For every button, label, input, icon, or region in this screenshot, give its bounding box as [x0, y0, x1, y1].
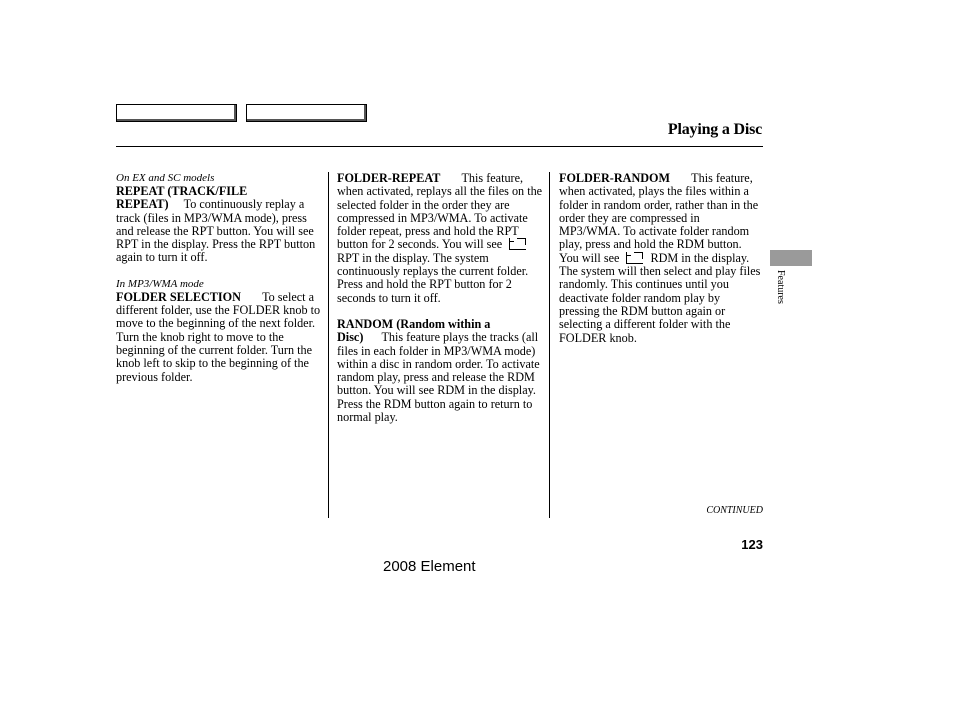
- folder-repeat-paragraph: [337, 172, 543, 305]
- repeat-heading-cont: REPEAT): [116, 197, 169, 212]
- folder-random-text-cont: RDM in the display. The system will then select and play files randomly. This continues until you deactivate folder random play by pressing the RDM button again or selecting a different folder with the FOLDER knob.: [559, 250, 761, 345]
- folder-selection-heading: FOLDER SELECTION: [116, 289, 241, 304]
- continued-label: CONTINUED: [706, 505, 763, 516]
- folder-selection-text-cont: select a different folder, use the FOLDER knob to move to the beginning of the next folder. Turn the knob right to move to the beginning of the current folder. Turn the knob left to skip to the beginning of the previous folder.: [116, 289, 321, 384]
- section-tab-label: Features: [775, 270, 786, 304]
- repeat-text: To continuously replay: [183, 197, 296, 212]
- folder-random-text: This feature, when activated, plays the files within a folder in random order, rather than in the order they are compressed in MP3/WMA. To activate folder random play, press and hold the RDM button. You will see: [559, 171, 759, 265]
- random-text-cont: tracks (all files in each folder in MP3/WMA mode) within a disc in random order. To activate random play, press and release the RDM button. You will see RDM in the display. Press the RDM button again to return to normal play.: [337, 330, 540, 425]
- column-2: [337, 172, 543, 424]
- page-title: Playing a Disc: [667, 121, 762, 138]
- random-text: This feature plays the: [381, 330, 487, 345]
- page-number: 123: [741, 537, 763, 552]
- repeat-text-cont: a track (files in MP3/WMA mode), press and release the RPT button. You will see RPT in the display. Press the RPT button again to turn it off.: [116, 197, 316, 265]
- folder-indicator-icon: [509, 238, 526, 250]
- mp3-note: In MP3/WMA mode: [116, 277, 204, 290]
- title-rule: [116, 146, 763, 147]
- folder-random-heading: FOLDER-RANDOM: [559, 171, 671, 185]
- header-box-left: [116, 104, 237, 122]
- folder-selection-text: To: [262, 289, 275, 304]
- column-divider-1: [328, 172, 329, 518]
- random-paragraph: [337, 318, 543, 424]
- folder-selection-paragraph: [116, 291, 322, 384]
- column-1: [116, 172, 322, 384]
- column-3: [559, 172, 763, 345]
- header-box-right: [246, 104, 367, 122]
- repeat-heading: REPEAT (TRACK/FILE: [116, 184, 248, 198]
- folder-repeat-text: This feature, when activated, replays all the files on the selected folder in the order they are compressed in MP3/WMA. To activate folder repeat, press and hold the RPT button for 2 seconds. You will see: [337, 171, 543, 252]
- repeat-paragraph: [116, 185, 322, 265]
- column-divider-2: [549, 172, 550, 518]
- random-heading: RANDOM (Random within a: [337, 316, 491, 331]
- footer-model: 2008 Element: [383, 558, 476, 575]
- section-tab: [770, 250, 812, 266]
- model-note: On EX and SC models: [116, 172, 215, 184]
- folder-random-paragraph: [559, 172, 763, 345]
- folder-repeat-heading: FOLDER-REPEAT: [337, 171, 441, 185]
- folder-repeat-text-cont: RPT in the display. The system continuously replays the current folder. Press and hold the RPT button for 2 seconds to turn it off.: [337, 250, 529, 305]
- folder-indicator-icon: [626, 252, 643, 264]
- random-heading-cont: Disc): [337, 330, 364, 345]
